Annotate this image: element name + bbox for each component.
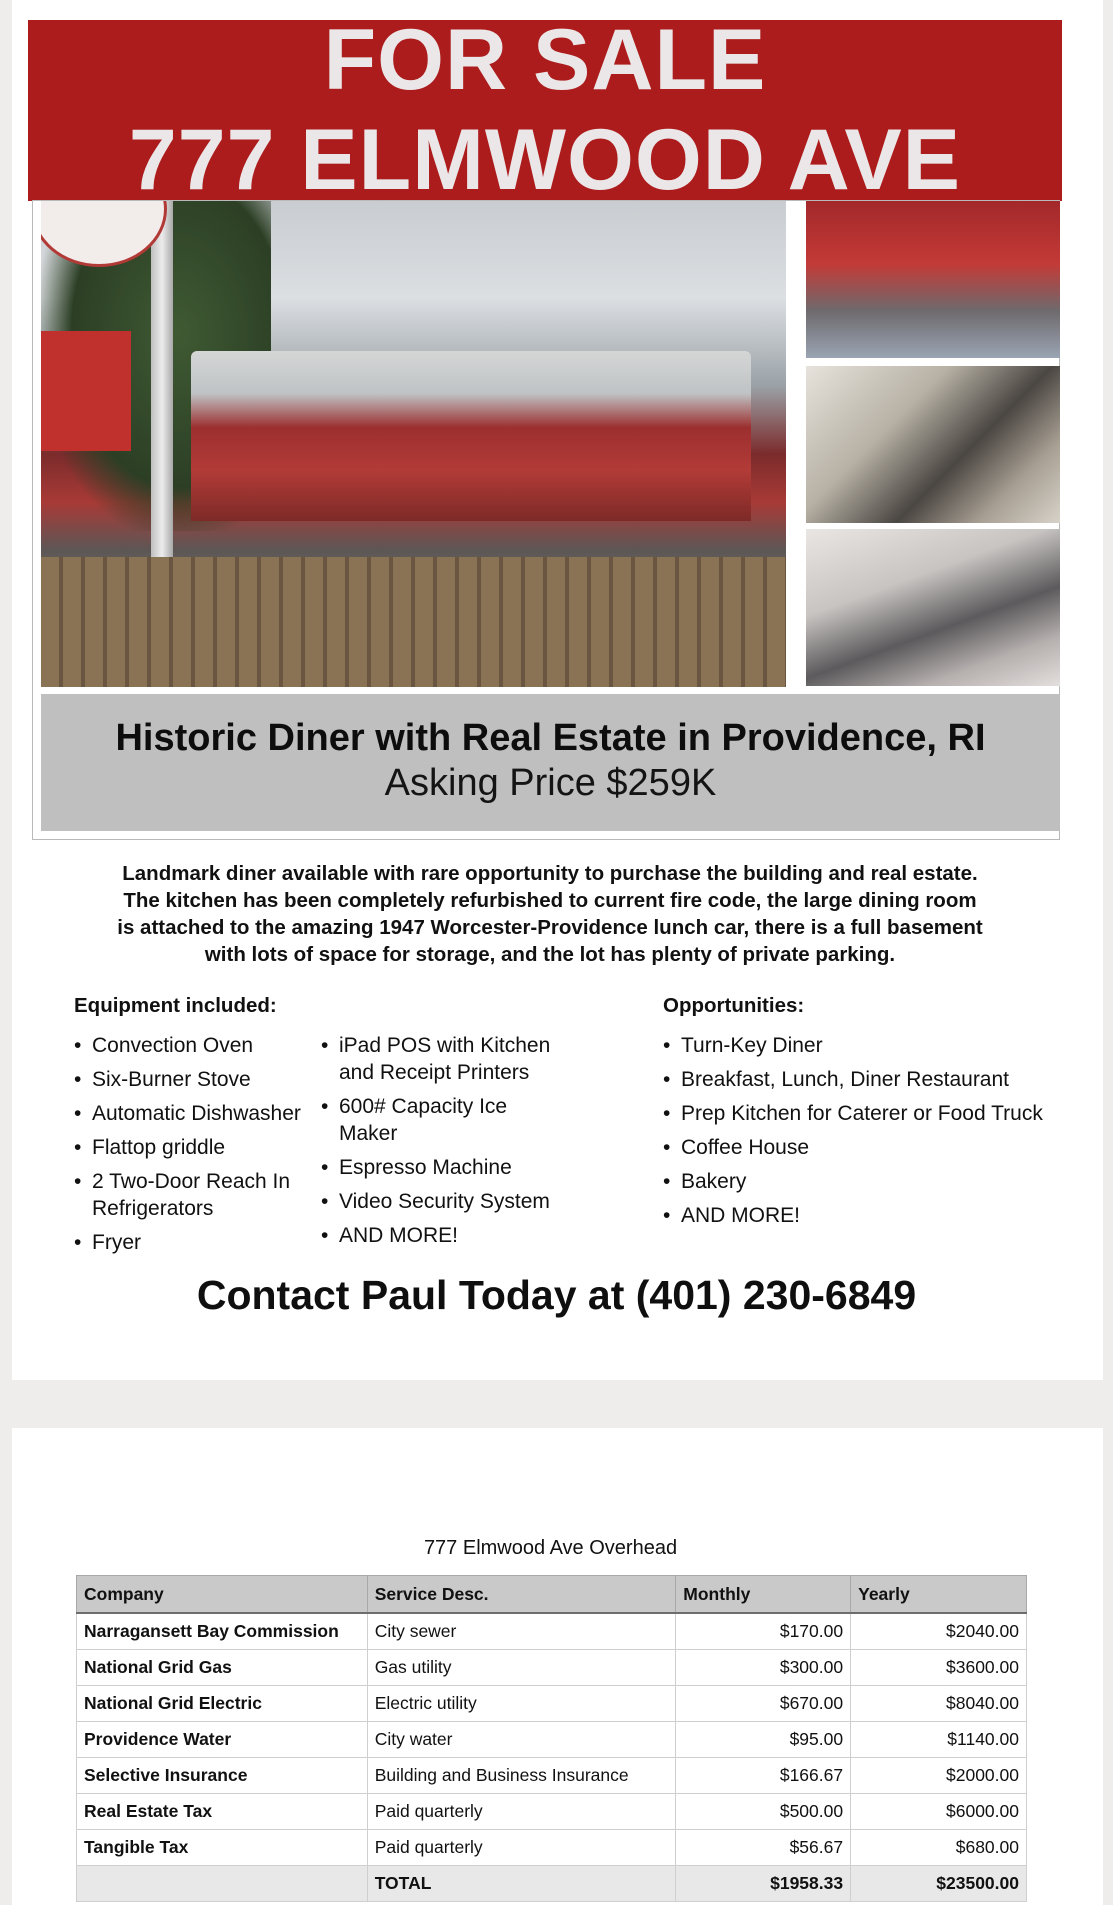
list-item: • 2 Two-Door Reach In Refrigerators <box>74 1168 319 1222</box>
equipment-list-1 <box>74 1032 319 1263</box>
list-item: • Convection Oven <box>74 1032 319 1059</box>
list-item: • Espresso Machine <box>321 1154 571 1181</box>
service-cell: Building and Business Insurance <box>367 1758 676 1794</box>
company-cell: Tangible Tax <box>77 1830 368 1866</box>
table-row <box>77 1686 1027 1722</box>
company-cell: National Grid Electric <box>77 1686 368 1722</box>
service-cell: Electric utility <box>367 1686 676 1722</box>
company-cell: Selective Insurance <box>77 1758 368 1794</box>
yearly-cell: $3600.00 <box>851 1650 1027 1686</box>
contact-line: Contact Paul Today at (401) 230-6849 <box>196 1272 917 1318</box>
listing-caption <box>41 694 1060 831</box>
description-line: The kitchen has been completely refurbished to current fire code, the large dining room <box>123 889 977 912</box>
list-item: • Automatic Dishwasher <box>74 1100 319 1127</box>
list-item: • Bakery <box>663 1168 1083 1195</box>
list-item: • iPad POS with Kitchen and Receipt Printers <box>321 1032 571 1086</box>
list-item: • Breakfast, Lunch, Diner Restaurant <box>663 1066 1083 1093</box>
total-label: TOTAL <box>367 1866 676 1902</box>
yearly-cell: $1140.00 <box>851 1722 1027 1758</box>
monthly-cell: $300.00 <box>676 1650 851 1686</box>
opportunities-list <box>663 1032 1083 1236</box>
service-cell: Gas utility <box>367 1650 676 1686</box>
table-row <box>77 1650 1027 1686</box>
service-cell: City sewer <box>367 1613 676 1650</box>
service-cell: Paid quarterly <box>367 1830 676 1866</box>
banner-address: 777 ELMWOOD AVE <box>128 112 962 201</box>
pole-shape <box>151 201 173 561</box>
company-cell: National Grid Gas <box>77 1650 368 1686</box>
column-header: Service Desc. <box>367 1576 676 1614</box>
yearly-cell: $680.00 <box>851 1830 1027 1866</box>
monthly-cell: $56.67 <box>676 1830 851 1866</box>
monthly-cell: $670.00 <box>676 1686 851 1722</box>
monthly-cell: $500.00 <box>676 1794 851 1830</box>
yearly-cell: $8040.00 <box>851 1686 1027 1722</box>
table-row <box>77 1722 1027 1758</box>
description-line: Landmark diner available with rare opportunity to purchase the building and real estate. <box>122 862 978 885</box>
listing-headline: Historic Diner with Real Estate in Providence, RI <box>115 717 986 759</box>
staff-photo <box>806 201 1060 358</box>
fence-shape <box>41 557 786 687</box>
list-item: • Prep Kitchen for Caterer or Food Truck <box>663 1100 1083 1127</box>
list-item: • 600# Capacity Ice Maker <box>321 1093 571 1147</box>
for-sale-banner <box>28 20 1062 201</box>
yearly-cell: $2000.00 <box>851 1758 1027 1794</box>
company-cell: Narragansett Bay Commission <box>77 1613 368 1650</box>
diner-exterior-photo <box>41 201 786 687</box>
column-header: Monthly <box>676 1576 851 1614</box>
equipment-title: Equipment included: <box>74 994 277 1017</box>
overhead-table <box>76 1575 1027 1902</box>
yearly-cell: $6000.00 <box>851 1794 1027 1830</box>
total-blank-cell <box>77 1866 368 1902</box>
table-row <box>77 1758 1027 1794</box>
opportunities-title: Opportunities: <box>663 994 805 1017</box>
table-row <box>77 1613 1027 1650</box>
kitchen-equipment-photo <box>806 529 1060 686</box>
total-yearly: $23500.00 <box>851 1866 1027 1902</box>
monthly-cell: $166.67 <box>676 1758 851 1794</box>
table-row <box>77 1830 1027 1866</box>
list-item: • Coffee House <box>663 1134 1083 1161</box>
list-item: • Six-Burner Stove <box>74 1066 319 1093</box>
description-line: is attached to the amazing 1947 Worcester-Providence lunch car, there is a full basement <box>117 916 983 939</box>
total-row <box>77 1866 1027 1902</box>
banner-line-1: FOR SALE <box>323 20 767 108</box>
description-line: with lots of space for storage, and the lot has plenty of private parking. <box>204 943 896 966</box>
list-item: • Fryer <box>74 1229 319 1256</box>
description <box>80 860 1020 968</box>
list-item: • AND MORE! <box>321 1222 571 1249</box>
list-item: • Video Security System <box>321 1188 571 1215</box>
monthly-cell: $170.00 <box>676 1613 851 1650</box>
service-cell: City water <box>367 1722 676 1758</box>
total-monthly: $1958.33 <box>676 1866 851 1902</box>
open-daily-sign-shape <box>41 331 131 451</box>
asking-price: Asking Price $259K <box>384 762 717 804</box>
list-item: • AND MORE! <box>663 1202 1083 1229</box>
diner-building-shape <box>191 351 751 521</box>
service-cell: Paid quarterly <box>367 1794 676 1830</box>
yearly-cell: $2040.00 <box>851 1613 1027 1650</box>
table-header-row <box>77 1576 1027 1614</box>
overhead-table-title: 777 Elmwood Ave Overhead <box>423 1537 678 1559</box>
table-row <box>77 1794 1027 1830</box>
column-header: Company <box>77 1576 368 1614</box>
monthly-cell: $95.00 <box>676 1722 851 1758</box>
company-cell: Real Estate Tax <box>77 1794 368 1830</box>
list-item: • Flattop griddle <box>74 1134 319 1161</box>
equipment-list-2 <box>321 1032 571 1256</box>
kitchen-photo <box>806 366 1060 523</box>
company-cell: Providence Water <box>77 1722 368 1758</box>
column-header: Yearly <box>851 1576 1027 1614</box>
list-item: • Turn-Key Diner <box>663 1032 1083 1059</box>
